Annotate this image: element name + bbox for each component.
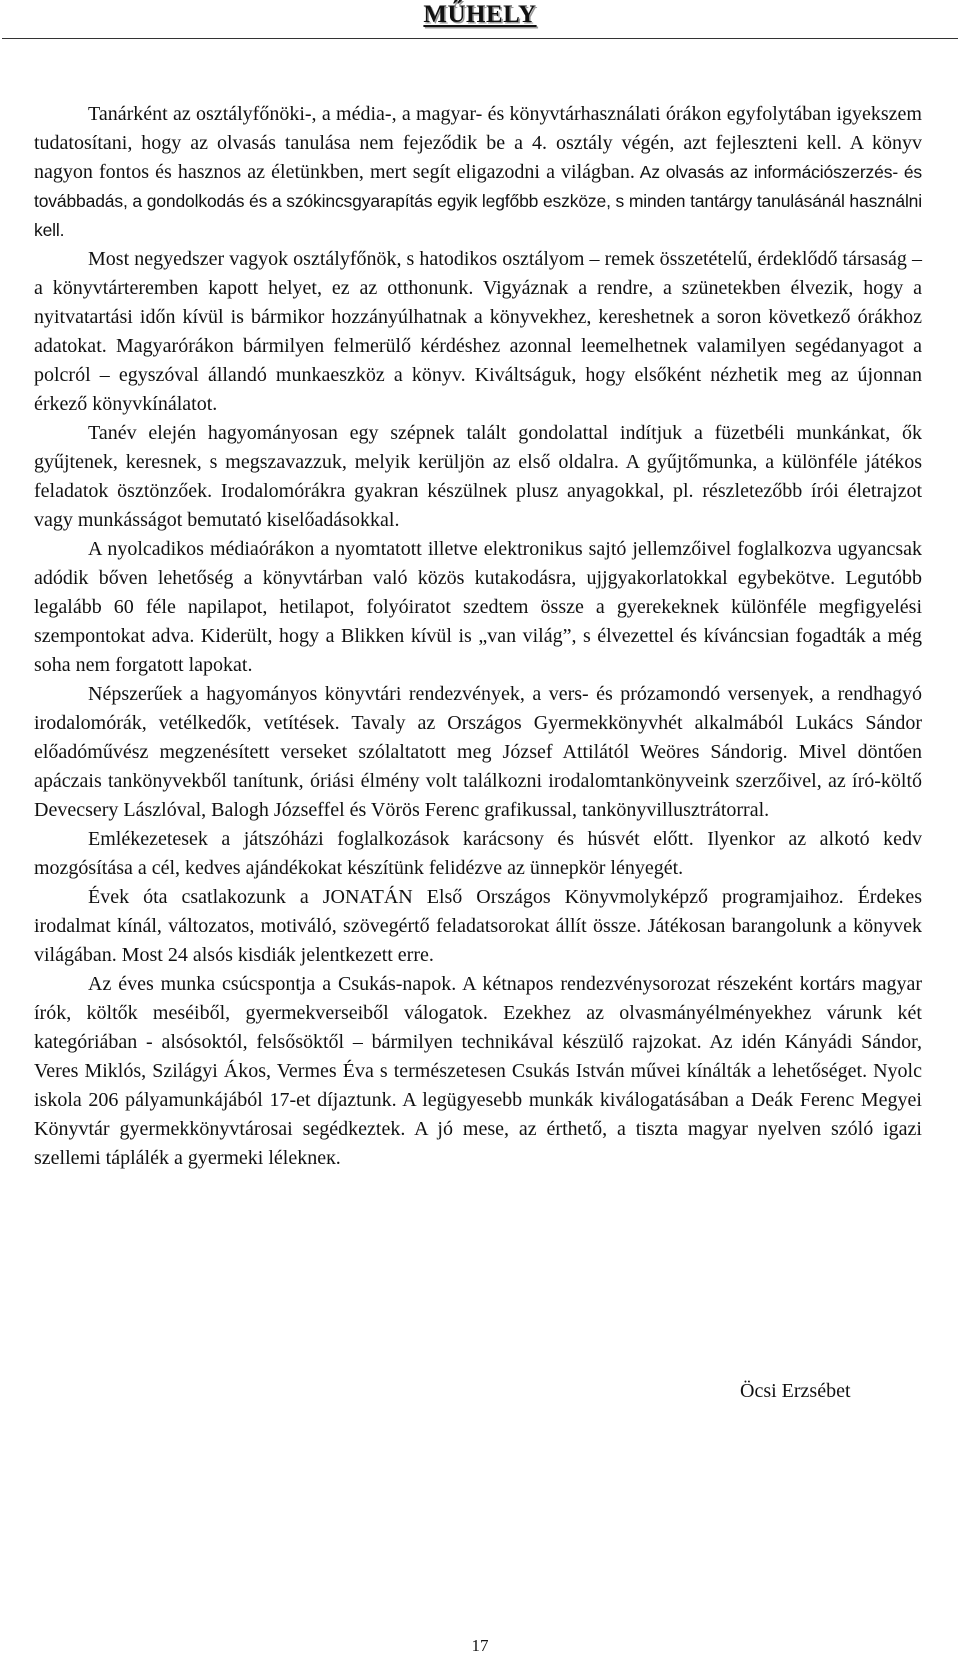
paragraph-1-sentence-3: Az olvasás az információszerzés- és továbbadás, a gondolkodás és a szókincsgyarapítás egyik legfőbb eszköze, s minden tantárgy tanulásánál használni kell. bbox=[34, 162, 923, 240]
paragraph-4: A nyolcadikos médiaórákon a nyomtatott illetve elektronikus sajtó jellemzőivel foglalkozva ugyancsak adódik bőven lehetőség a könyvtárban való közös kutakodásra, ujjgyakorlatokkal egybekötve. Legutóbb legalább 60 féle napilapot, hetilapot, folyóiratot szedtem össze a gyerekeknek különféle megfigyelési szempontokat adva. Kiderült, hogy a Blikken kívül is „van világ”, s élvezettel és kíváncsian fogadták a még soha nem forgatott lapokat. bbox=[34, 538, 922, 676]
paragraph-8: Az éves munka csúcspontja a Csukás-napok. A kétnapos rendezvénysorozat részeként kortárs magyar írók, költők meséiből, gyermekverseiből válogatok. Ezekhez az olvasmányélményekhez várunk két kategóriában - alsósoktól, felsősöktől – bármilyen technikával készülő rajzokat. Az idén Kányádi Sándor, Veres Miklós, Szilágyi Ákos, Vermes Éva s természetesen Csukás István művei kínálták a lehetőséget. Nyolc iskola 206 pályamunkájából 17-et díjaztunk. A legügyesebb munkák kiválogatásában a Deák Ferenc Megyei Könyvtár gyermekkönyvtárosai segédkeztek. A jó mese, az érthető, a tiszta magyar nyelven szóló igazi szellemi táplálék a gyermeki lélekneк. bbox=[34, 973, 922, 1169]
paragraph-1 bbox=[34, 100, 922, 245]
section-title: MŰHELY bbox=[423, 1, 537, 28]
article-body bbox=[34, 100, 922, 1173]
paragraph-1-sentence-2: A könyv nagyon fontos és hasznos az életünkben, mert segít eligazodni a világban. bbox=[34, 132, 922, 183]
paragraph-6: Emlékezetesek a játszóházi foglalkozások karácsony és húsvét előtt. Ilyenkor az alkotó kedv mozgósítása a cél, kedves ajándékokat készítünk felidézve az ünnepkör lényegét. bbox=[34, 828, 922, 879]
page-header bbox=[0, 0, 960, 38]
page-number: 17 bbox=[471, 1636, 489, 1655]
paragraph-7: Évek óta csatlakozunk a JONATÁN Első Országos Könyvmolyképző programjaihoz. Érdekes irodalmat kínál, változatos, motiváló, szövegértő feladatsorokat állít össze. Játékosan barangolunk a könyvek világában. Most 24 alsós kisdiák jelentkezett erre. bbox=[34, 886, 922, 966]
paragraph-1-sentence-1: Tanárként az osztályfőnöki-, a média-, a magyar- és könyvtárhasználati órákon egyfolytában igyekszem tudatosítani, hogy az olvasás tanulása nem fejeződik be a 4. osztály végén, azt fejleszteni kell. bbox=[34, 103, 922, 154]
header-divider bbox=[2, 38, 958, 39]
author-signature: Öcsi Erzsébet bbox=[740, 1380, 851, 1402]
paragraph-5: Népszerűek a hagyományos könyvtári rendezvények, a vers- és prózamondó versenyek, a rendhagyó irodalomórák, vetélkedők, vetítések. Tavaly az Országos Gyermekkönyvhét alkalmából Lukács Sándor előadóművész megzenésített verseket szólaltatott meg József Attilától Weöres Sándorig. Mivel döntően apáczais tankönyvekből tanítunk, óriási élmény volt találkozni irodalomtankönyveink szerzőivel, az író-költő Devecsery Lászlóval, Balogh Józseffel és Vörös Ferenc grafikussal, tankönyvillusztrátorral. bbox=[34, 683, 922, 821]
paragraph-2: Most negyedszer vagyok osztályfőnök, s hatodikos osztályom – remek összetételű, érdeklődő társaság – a könyvtárteremben kapott helyet, ez az otthonunk. Vigyáznak a rendre, a szünetekben élvezik, hogy a nyitvatartási időn kívül is bármikor hozzányúlhatnak a könyvekhez, kereshetnek a soron következő órákhoz adatokat. Magyarórákon bármilyen felmerülő kérdéshez azonnal leemelhetnek valamilyen segédanyagot a polcról – egyszóval állandó munkaeszköz a könyv. Kiváltságuk, hogy elsőként nézhetik meg az újonnan érkező könyvkínálatot. bbox=[34, 248, 922, 415]
paragraph-3: Tanév elején hagyományosan egy szépnek talált gondolattal indítjuk a füzetbéli munkánkat, ők gyűjtenek, keresnek, s megszavazzuk, melyik kerüljön az első oldalra. A gyűjtőmunka, a különféle játékos feladatok ösztönzőek. Irodalomórákra gyakran készülnek plusz anyagokkal, pl. részletezőbb írói életrajzot vagy munkásságot bemutató kiselőadásokkal. bbox=[34, 422, 922, 531]
